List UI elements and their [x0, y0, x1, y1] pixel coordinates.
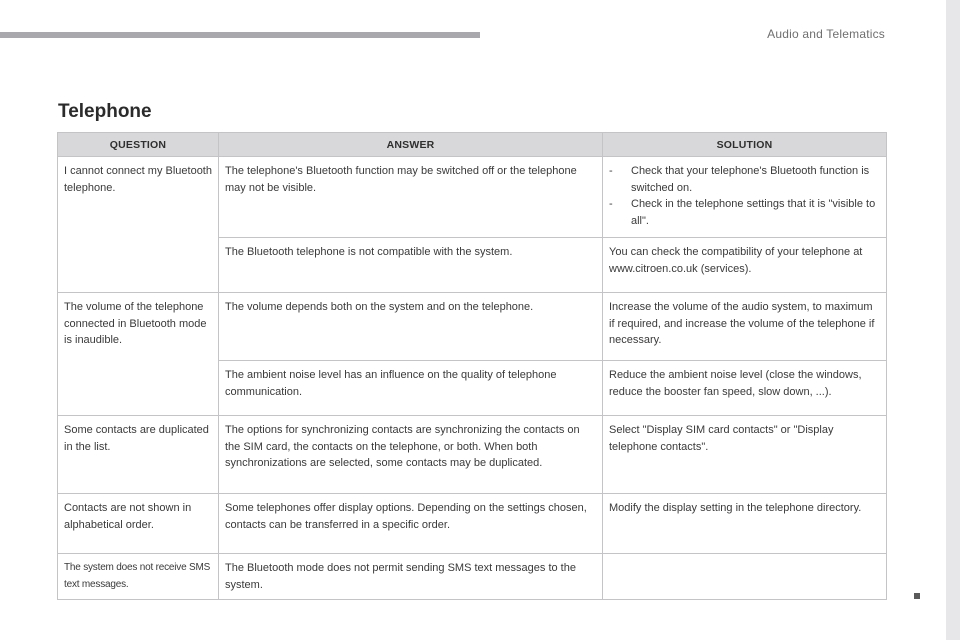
answer-cell: The ambient noise level has an influence on the quality of telephone communication.	[219, 361, 603, 416]
table-row	[58, 416, 887, 494]
page-edge-strip	[946, 0, 960, 640]
page-title: Telephone	[58, 101, 152, 122]
question-cell: The system does not receive SMS text messages.	[58, 554, 219, 600]
faq-table	[57, 132, 887, 600]
solution-cell	[603, 554, 887, 600]
header-rule	[0, 32, 480, 38]
solution-cell: Reduce the ambient noise level (close the windows, reduce the booster fan speed, slow down, ...).	[603, 361, 887, 416]
solution-cell: Modify the display setting in the telephone directory.	[603, 494, 887, 554]
question-cell: Contacts are not shown in alphabetical order.	[58, 494, 219, 554]
solution-steps	[609, 163, 881, 229]
question-cell: The volume of the telephone connected in Bluetooth mode is inaudible.	[58, 293, 219, 416]
question-cell: I cannot connect my Bluetooth telephone.	[58, 157, 219, 293]
column-header-solution: SOLUTION	[603, 133, 887, 157]
answer-cell: The volume depends both on the system and on the telephone.	[219, 293, 603, 361]
table-row	[58, 157, 887, 238]
answer-cell: The Bluetooth telephone is not compatible with the system.	[219, 238, 603, 293]
solution-step: - Check that your telephone's Bluetooth function is switched on.	[609, 163, 881, 196]
table-row	[58, 293, 887, 361]
column-header-question: QUESTION	[58, 133, 219, 157]
table-header-row	[58, 133, 887, 157]
solution-cell: Increase the volume of the audio system, to maximum if required, and increase the volume of the telephone if necessary.	[603, 293, 887, 361]
table-row	[58, 554, 887, 600]
solution-cell	[603, 157, 887, 238]
question-cell: Some contacts are duplicated in the list.	[58, 416, 219, 494]
solution-cell: You can check the compatibility of your telephone at www.citroen.co.uk (services).	[603, 238, 887, 293]
answer-cell: Some telephones offer display options. Depending on the settings chosen, contacts can be transferred in a specific order.	[219, 494, 603, 554]
answer-cell: The options for synchronizing contacts are synchronizing the contacts on the SIM card, the contacts on the telephone, or both. When both synchronizations are selected, some contacts may be duplicated.	[219, 416, 603, 494]
solution-cell: Select "Display SIM card contacts" or "Display telephone contacts".	[603, 416, 887, 494]
table-row	[58, 494, 887, 554]
solution-step: - Check in the telephone settings that it is "visible to all".	[609, 196, 881, 229]
page-end-marker	[914, 593, 920, 599]
answer-cell: The telephone's Bluetooth function may be switched off or the telephone may not be visible.	[219, 157, 603, 238]
section-header: Audio and Telematics	[767, 27, 885, 41]
answer-cell: The Bluetooth mode does not permit sending SMS text messages to the system.	[219, 554, 603, 600]
column-header-answer: ANSWER	[219, 133, 603, 157]
